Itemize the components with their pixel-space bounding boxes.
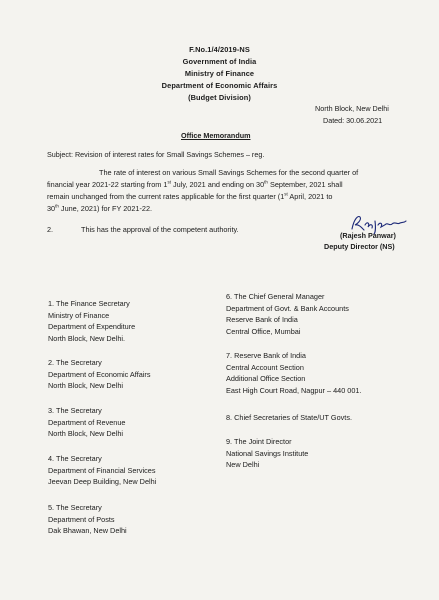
body-line-3: remain unchanged from the current rates applicable for the first quarter (1st April, 2021 to — [47, 191, 333, 201]
department-name: Department of Economic Affairs — [161, 81, 278, 90]
recipient-2: 2. The Secretary Department of Economic Affairs North Block, New Delhi — [48, 358, 151, 390]
recipient-5: 5. The Secretary Department of Posts Dak Bhawan, New Delhi — [48, 503, 127, 535]
recipient-1: 1. The Finance Secretary Ministry of Finance Department of Expenditure North Block, New Delhi. — [48, 299, 136, 343]
recipient-4: 4. The Secretary Department of Financial Services Jeevan Deep Building, New Delhi — [48, 454, 157, 486]
ministry-name: Ministry of Finance — [184, 69, 255, 78]
memo-subject: Subject: Revision of interest rates for Small Savings Schemes – reg. — [47, 150, 265, 159]
recipient-7: 7. Reserve Bank of India Central Account Section Additional Office Section East High Court Road, Nagpur – 440 001. — [226, 351, 362, 395]
office-location: North Block, New Delhi — [315, 104, 389, 113]
para-2-number: 2. — [47, 225, 54, 234]
signatory-name: (Rajesh Panwar) — [340, 231, 396, 240]
memo-title: Office Memorandum — [181, 131, 251, 140]
body-line-1: The rate of interest on various Small Savings Schemes for the second quarter of — [99, 168, 359, 177]
file-number: F.No.1/4/2019-NS — [189, 45, 250, 54]
recipient-9: 9. The Joint Director National Savings Institute New Delhi — [226, 437, 309, 469]
government-name: Government of India — [182, 57, 257, 66]
body-line-4: 30th June, 2021) for FY 2021-22. — [47, 203, 153, 213]
recipient-3: 3. The Secretary Department of Revenue North Block, New Delhi — [48, 406, 126, 438]
recipient-6: 6. The Chief General Manager Department of Govt. & Bank Accounts Reserve Bank of India Central Office, Mumbai — [226, 292, 349, 336]
signatory-designation: Deputy Director (NS) — [324, 242, 395, 251]
division-name: (Budget Division) — [188, 93, 251, 102]
body-line-2: financial year 2021-22 starting from 1st July, 2021 and ending on 30th September, 2021 shall — [47, 179, 343, 189]
recipient-8: 8. Chief Secretaries of State/UT Govts. — [226, 413, 352, 422]
memo-date: Dated: 30.06.2021 — [323, 116, 383, 125]
para-2-text: This has the approval of the competent authority. — [81, 225, 239, 234]
